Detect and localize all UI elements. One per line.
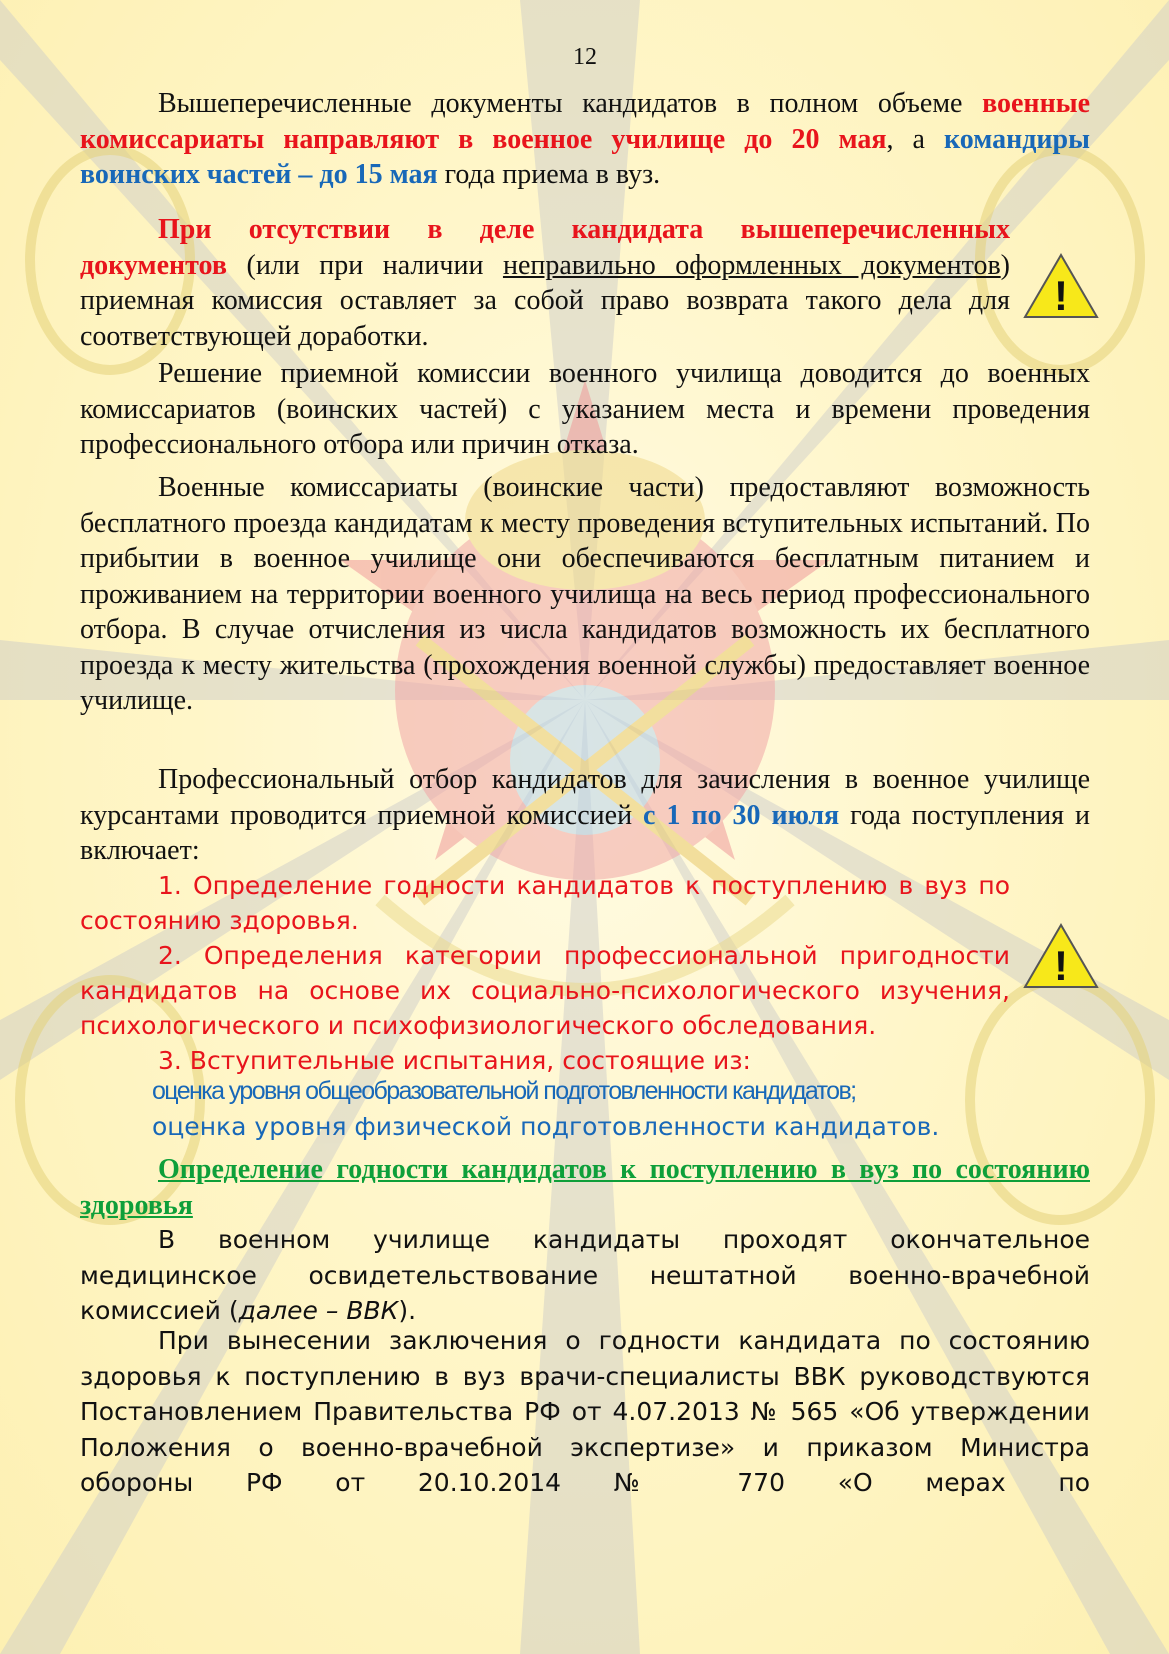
text: ,: [886, 123, 894, 155]
underlined-incorrect-documents: неправильно оформленных документов: [502, 249, 1001, 281]
list-item: 2. Определения категории профессиональной пригодности кандидатов на основе их социально-психологического изучения, психологического и психофизиологического обследования.: [80, 941, 1010, 1040]
entrance-tests-sublist: [80, 1073, 1090, 1145]
text: В военном училище кандидаты проходят окончательное медицинское освидетельствование нештатной военно-врачебной комиссией (: [80, 1225, 1090, 1325]
text: ) приемная комиссия оставляет за собой право возврата такого дела для соответствующей доработки.: [80, 249, 1010, 352]
paragraph-missing-documents: [80, 212, 1010, 354]
list-item: 1. Определение годности кандидатов к поступлению в вуз по состоянию здоровья.: [80, 871, 1010, 935]
text: а: [912, 123, 945, 155]
paragraph-regulations: [80, 1323, 1090, 1501]
text: Вышеперечисленные документы кандидатов в полном объеме: [158, 88, 983, 119]
text: Решение приемной комиссии военного училища доводится до военных комиссариатов (воинских частей) с указанием места и времени проведения профессионального отбора или причин отказа.: [80, 358, 1090, 460]
svg-text:!: !: [1054, 272, 1068, 319]
abbreviation-vvk: далее – ВВК: [238, 1296, 399, 1325]
text: года приема в вуз.: [437, 159, 661, 190]
text: (или при наличии: [226, 249, 503, 281]
svg-text:!: !: [1054, 942, 1068, 989]
selection-stages-list: [80, 868, 1010, 1078]
warning-icon: [1022, 922, 1100, 990]
paragraph-free-travel: [80, 470, 1090, 719]
text: При вынесении заключения о годности кандидата по состоянию здоровья к поступлению в вуз врачи-специалисты ВВК руководствуются Постановлением Правительства РФ от 4.07.2013 № 565 «Об утверждении Положения о военно-врачебной экспертизе» и приказом Министра обороны РФ от 20.10.2014 № 770 «О мерах по: [80, 1326, 1090, 1497]
text: года поступления и включает:: [80, 799, 1090, 866]
paragraph-documents-deadline: [80, 86, 1090, 193]
paragraph-committee-decision: [80, 356, 1090, 463]
list-item: 3. Вступительные испытания, состоящие из:: [158, 1046, 751, 1075]
section-heading-health: [80, 1152, 1090, 1223]
paragraph-selection-period: [80, 762, 1090, 869]
warning-icon: [1022, 252, 1100, 320]
highlight-missing-documents: При отсутствии в деле кандидата вышеперечисленных документов: [80, 214, 1010, 281]
highlight-commissariats-deadline: военные комиссариаты направляют в военное училище до 20 мая: [80, 88, 1090, 155]
document-page: [80, 0, 1090, 1654]
page-number: 12: [573, 44, 597, 70]
highlight-selection-dates: с 1 по 30 июля: [643, 799, 840, 831]
text: ).: [398, 1296, 417, 1325]
section-title: Определение годности кандидатов к поступлению в вуз по состоянию здоровья: [80, 1154, 1090, 1221]
text: Военные комиссариаты (воинские части) предоставляют возможность бесплатного проезда кандидатам к месту проведения вступительных испытаний. По прибытии в военное училище они обеспечиваются бесплатным питанием и проживанием на территории военного училища на весь период профессионального отбора. В случае отчисления из числа кандидатов возможность их бесплатного проезда к месту жительства (прохождения военной службы) предоставляет военное училище.: [80, 472, 1090, 716]
list-item: оценка уровня общеобразовательной подготовленности кандидатов;: [152, 1077, 856, 1105]
list-item: оценка уровня физической подготовленности кандидатов.: [152, 1112, 940, 1141]
highlight-units-deadline: командиры воинских частей – до 15 мая: [80, 123, 1090, 190]
text: Профессиональный отбор кандидатов для зачисления в военное училище курсантами проводится приемной комиссией: [80, 764, 1090, 831]
paragraph-medical-exam: [80, 1222, 1090, 1329]
